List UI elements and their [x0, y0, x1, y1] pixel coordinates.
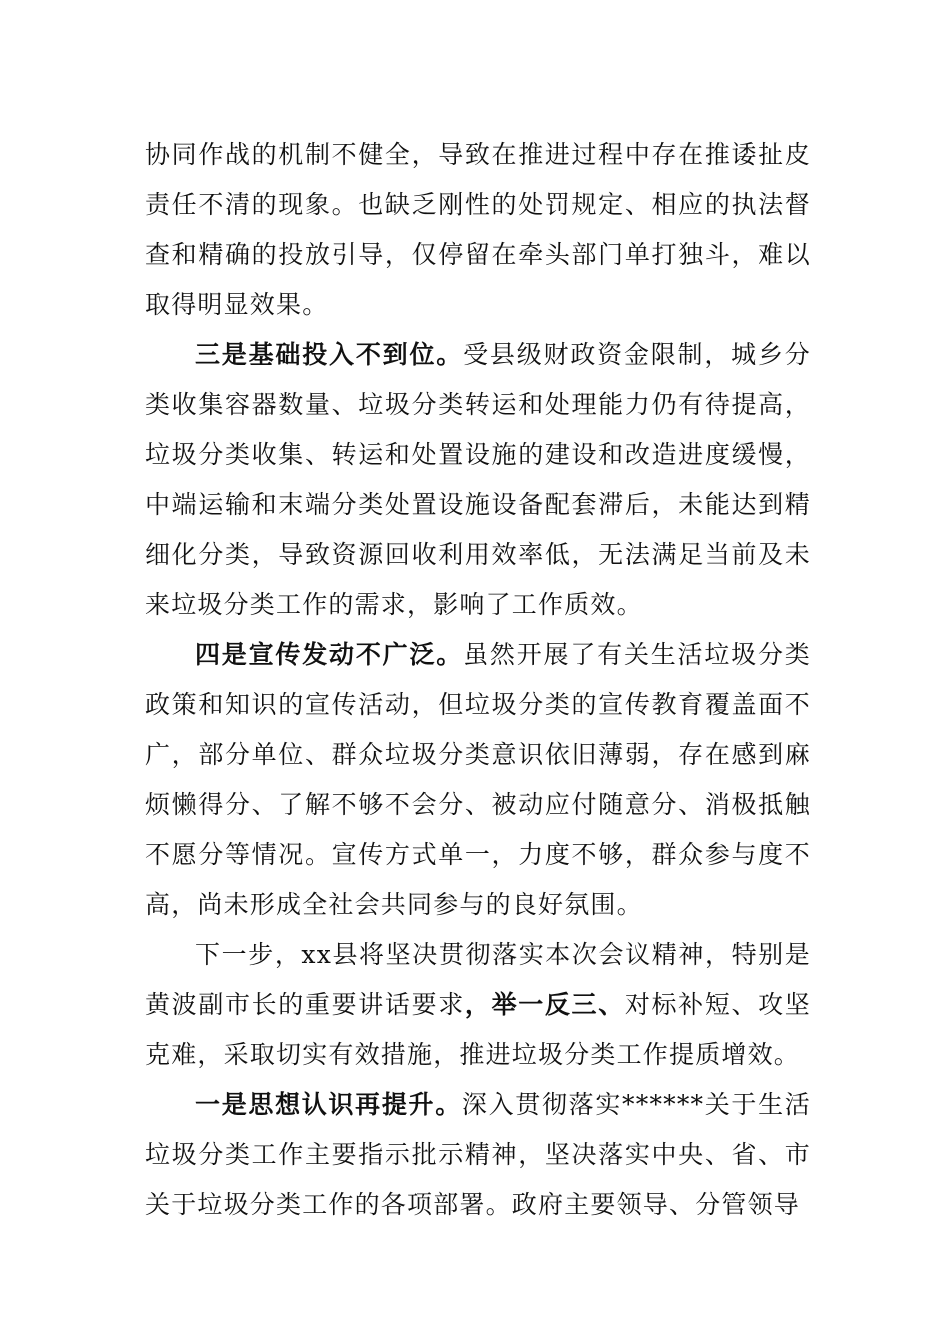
paragraph-continuation — [145, 130, 811, 330]
paragraph-emphasis: ，举一反三、 — [464, 990, 625, 1019]
paragraph-next-step — [145, 930, 811, 1080]
paragraph-lead: 一是思想认识再提升。 — [195, 1090, 462, 1119]
paragraph-point-one — [145, 1080, 811, 1230]
paragraph-text: 深入贯彻落实******关于生活垃圾分类工作主要指示批示精神，坚决落实中央、省、市关于垃圾分类工作的各项部署。政府主要领导、分管领导 — [145, 1090, 811, 1219]
paragraph-text: 受县级财政资金限制，城乡分类收集容器数量、垃圾分类转运和处理能力仍有待提高，垃圾分类收集、转运和处置设施的建设和改造进度缓慢，中端运输和末端分类处置设施设备配套滞后，未能达到精细化分类，导致资源回收利用效率低，无法满足当前及未来垃圾分类工作的需求，影响了工作质效。 — [145, 340, 811, 619]
paragraph-text: 协同作战的机制不健全，导致在推进过程中存在推诿扯皮责任不清的现象。也缺乏刚性的处罚规定、相应的执法督查和精确的投放引导，仅停留在牵头部门单打独斗，难以取得明显效果。 — [145, 140, 811, 319]
paragraph-lead: 四是宣传发动不广泛。 — [195, 640, 464, 669]
paragraph-point-three — [145, 330, 811, 630]
paragraph-point-four — [145, 630, 811, 930]
paragraph-text: 下一步，xx县将坚决贯彻落实本次会议精神，特别是黄波副市长的重要讲话要求 — [145, 940, 811, 1019]
paragraph-text: 对标补短、攻坚克难，采取切实有效措施，推进垃圾分类工作提质增效。 — [145, 990, 812, 1069]
paragraph-lead: 三是基础投入不到位。 — [195, 340, 464, 369]
document-body — [145, 130, 811, 1230]
paragraph-text: 虽然开展了有关生活垃圾分类政策和知识的宣传活动，但垃圾分类的宣传教育覆盖面不广，部分单位、群众垃圾分类意识依旧薄弱，存在感到麻烦懒得分、了解不够不会分、被动应付随意分、消极抵触不愿分等情况。宣传方式单一，力度不够，群众参与度不高，尚未形成全社会共同参与的良好氛围。 — [145, 640, 811, 919]
